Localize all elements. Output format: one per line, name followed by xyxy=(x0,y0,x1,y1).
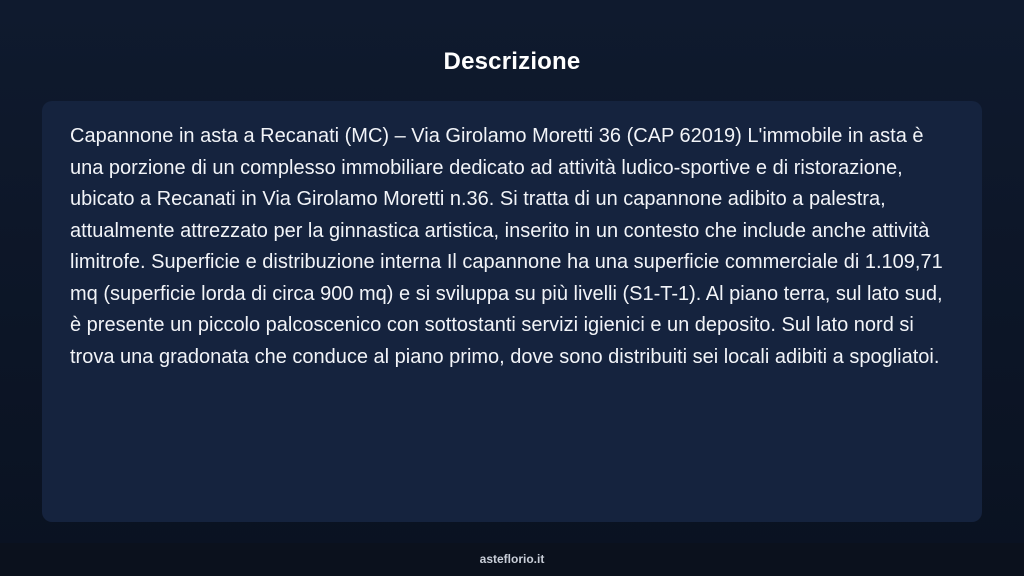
description-card xyxy=(42,101,982,522)
footer-site-label: asteflorio.it xyxy=(479,552,545,566)
description-text: Capannone in asta a Recanati (MC) – Via Girolamo Moretti 36 (CAP 62019) L'immobile in asta è una porzione di un complesso immobiliare dedicato ad attività ludico-sportive e di ristorazione, ubicato a Recanati in Via Girolamo Moretti n.36. Si tratta di un capannone adibito a palestra, attualmente attrezzato per la ginnastica artistica, inserito in un contesto che include anche attività limitrofe. Superficie e distribuzione interna Il capannone ha una superficie commerciale di 1.109,71 mq (superficie lorda di circa 900 mq) e si sviluppa su più livelli (S1-T-1). Al piano terra, sul lato sud, è presente un piccolo palcoscenico con sottostanti servizi igienici e un deposito. Sul lato nord si trova una gradonata che conduce al piano primo, dove sono distribuiti sei locali adibiti a spogliatoi. xyxy=(70,125,943,368)
footer-bar xyxy=(0,543,1024,576)
page-title: Descrizione xyxy=(443,48,581,75)
